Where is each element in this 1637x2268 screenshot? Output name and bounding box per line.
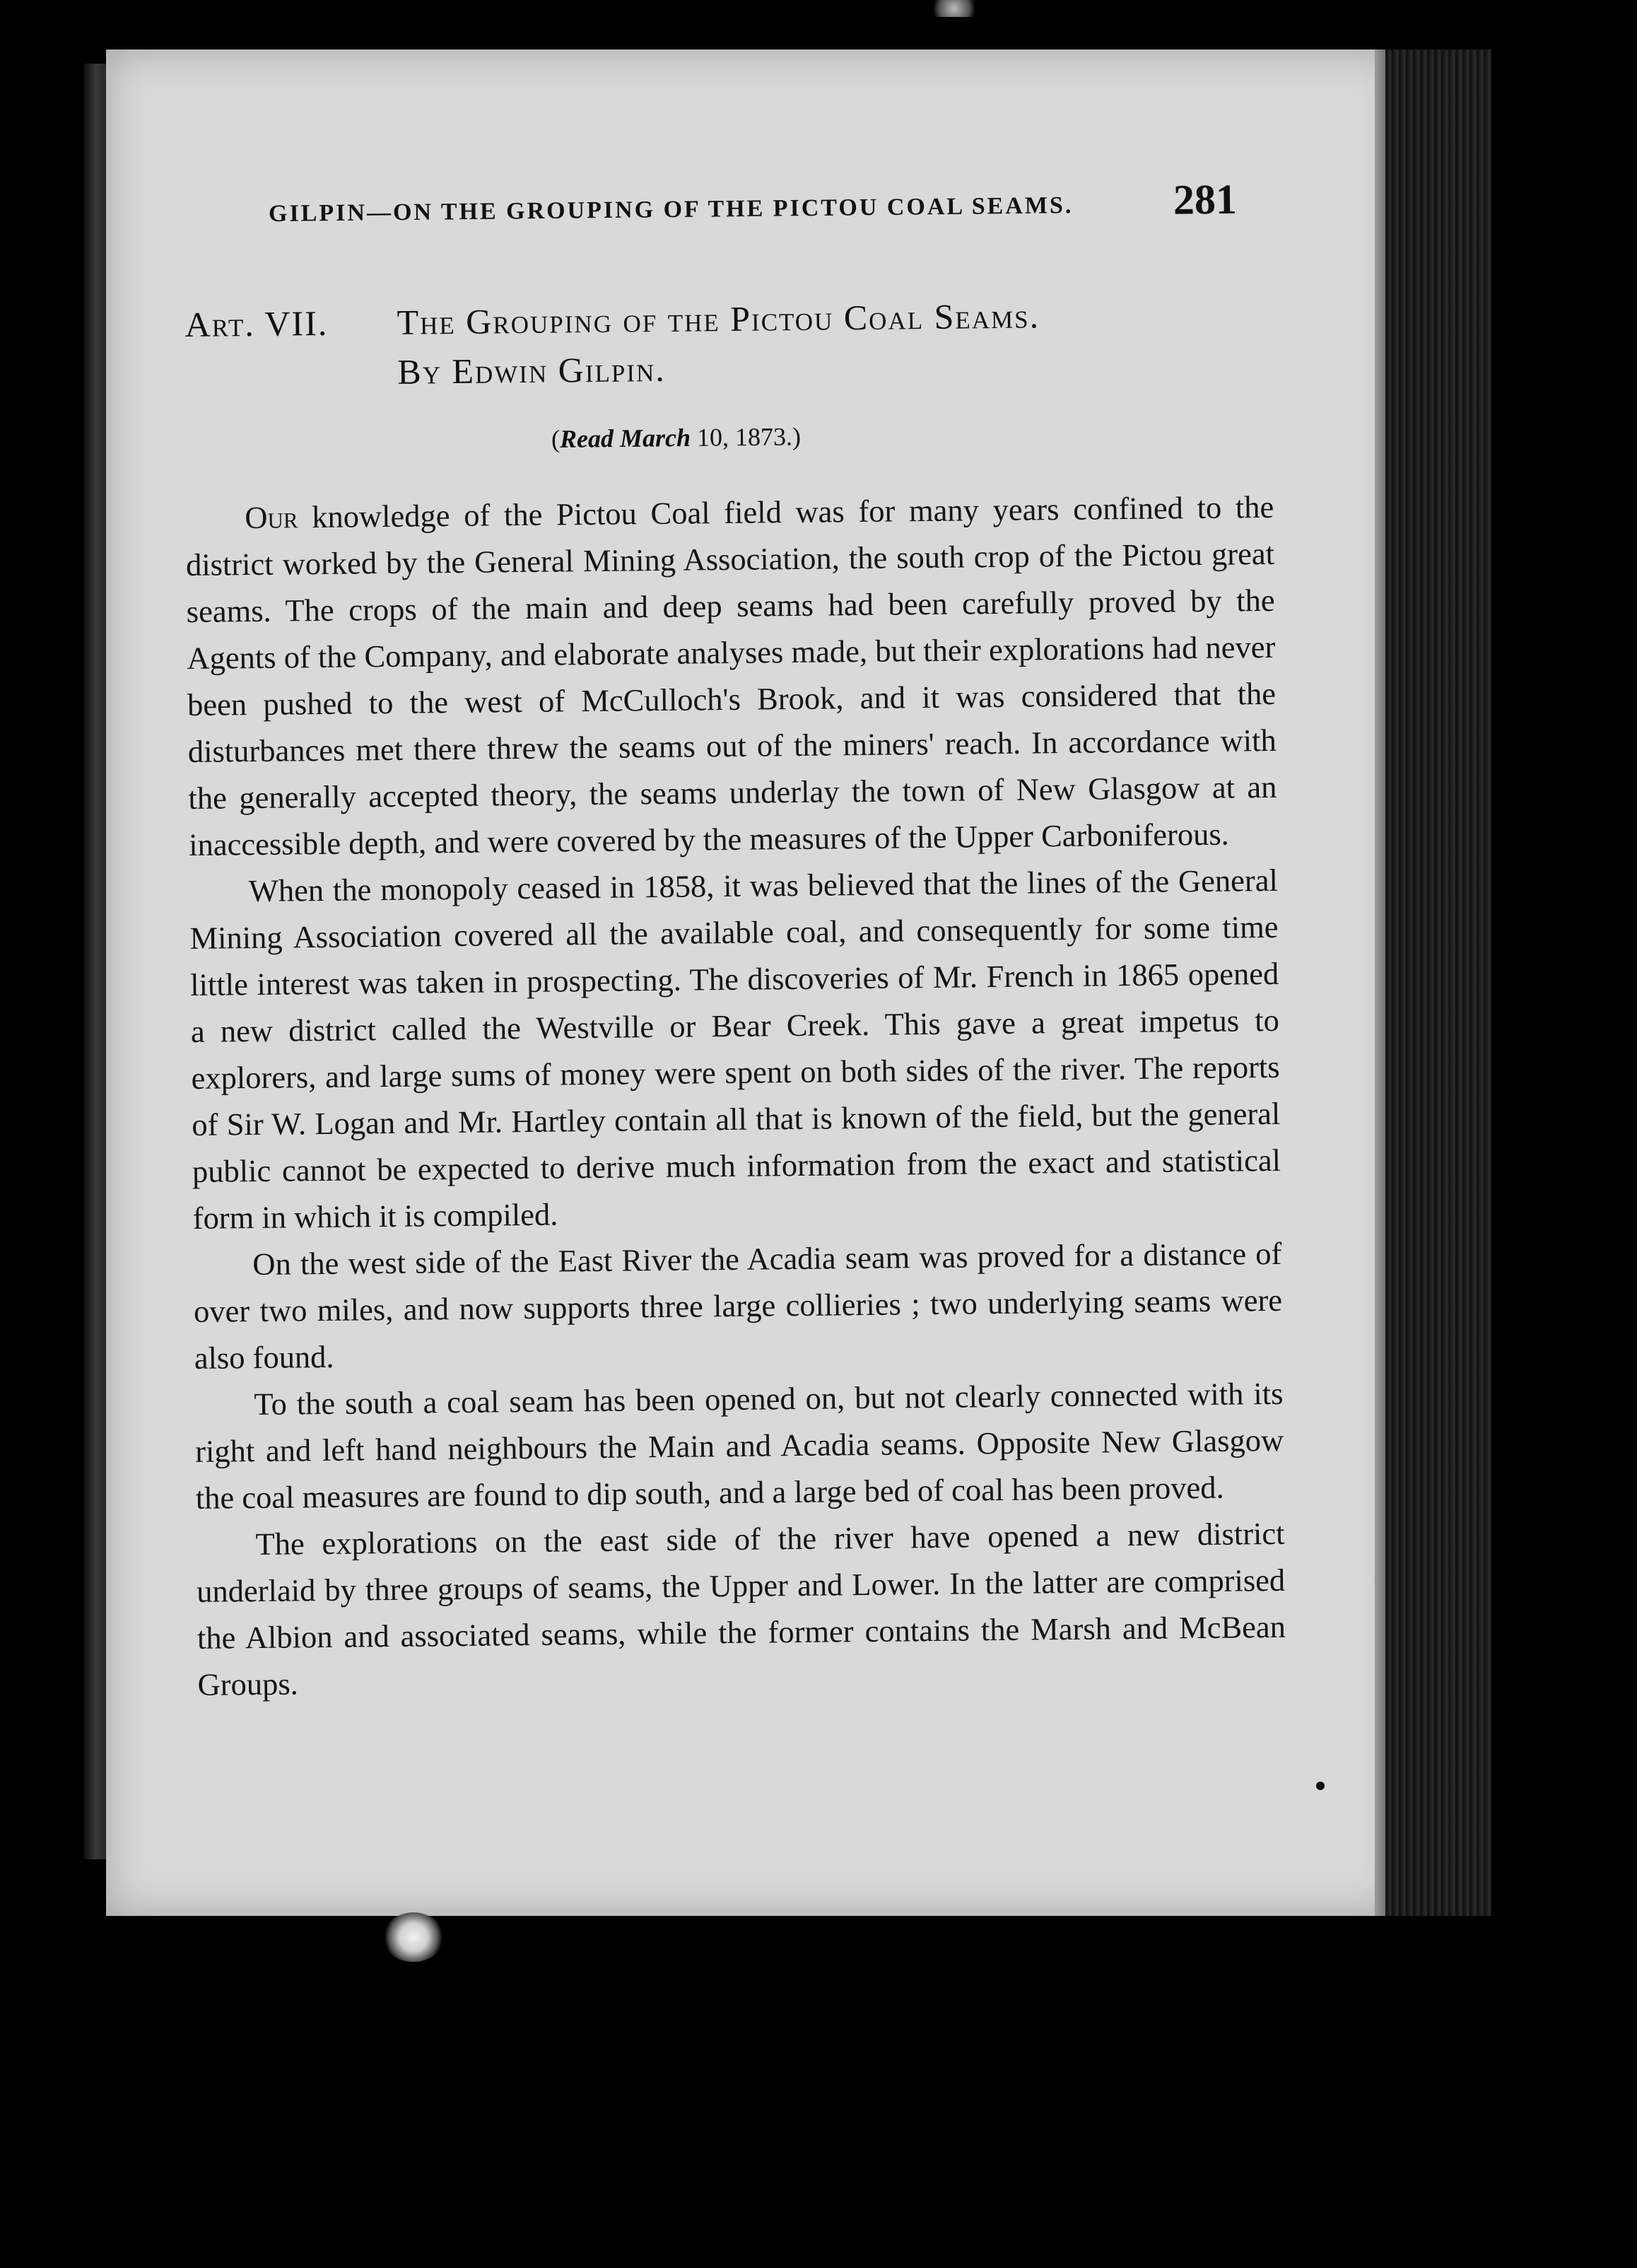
paragraph-lead: Our — [245, 499, 298, 536]
running-head-title: GILPIN—ON THE GROUPING OF THE PICTOU COAL SEAMS. — [268, 192, 1074, 227]
paragraph — [196, 1510, 1286, 1708]
page-number: 281 — [1173, 175, 1238, 223]
paragraph — [185, 484, 1277, 868]
article-title: The Grouping of the Pictou Coal Seams. — [397, 296, 1040, 342]
running-head — [269, 175, 1259, 235]
ink-blot — [926, 0, 982, 17]
read-date: 10, 1873. — [696, 422, 793, 452]
paragraph-text: When the monopoly ceased in 1858, it was believed that the lines of the General Mining Association covered all the available coal, and consequently for some time little interest was taken in prospecting. The discoveries of Mr. French in 1865 opened a new district called the Westville or Bear Creek. This gave a great impetus to explorers, and large sums of money were spent on both sides of the river. The reports of Sir W. Logan and Mr. Hartley contain all that is known of the field, but the general public cannot be expected to derive much information from the exact and statistical form in which it is compiled. — [189, 862, 1281, 1236]
book-fore-edge — [1385, 49, 1491, 1916]
paragraph-text: On the west side of the East River the Acadia seam was proved for a distance of over two miles, and now supports three large collieries ; two underlying seams were also found. — [193, 1235, 1283, 1376]
read-label: Read March — [559, 423, 691, 453]
paper-blot — [382, 1912, 445, 1962]
paragraph — [193, 1230, 1283, 1381]
article-number: Art. VII. — [184, 303, 329, 345]
paragraph-text: knowledge of the Pictou Coal field was for many years confined to the district worked by the General Mining Association, the south crop of the Pictou great seams. The crops of the main and deep seams had been carefully proved by the Agents of the Company, and elaborate analyses made, but their explorations had never been pushed to the west of McCulloch's Brook, and it was considered that the disturbances met there threw the seams out of the miners' reach. In accordance with the generally accepted theory, the seams underlay the town of New Glasgow at an inaccessible depth, and were covered by the measures of the Upper Carboniferous. — [185, 489, 1277, 863]
paragraph — [189, 857, 1281, 1241]
article-author: By Edwin Gilpin. — [397, 349, 667, 392]
paragraph-text: The explorations on the east side of the river have opened a new district underlaid by three groups of seams, the Upper and Lower. In the latter are comprised the Albion and associated seams, while the former contains the Marsh and McBean Groups. — [196, 1515, 1286, 1702]
article-heading — [184, 292, 1316, 403]
paragraph-text: To the south a coal seam has been opened on, but not clearly connected with its right and left hand neighbours the Main and Acadia seams. Opposite New Glasgow the coal measures are found to dip south, and a large bed of coal has been proved. — [194, 1375, 1284, 1516]
ink-speck — [1316, 1782, 1325, 1790]
paragraph — [194, 1370, 1284, 1521]
read-date-note: (Read March 10, 1873.) — [551, 422, 802, 453]
body-text — [185, 484, 1286, 1708]
